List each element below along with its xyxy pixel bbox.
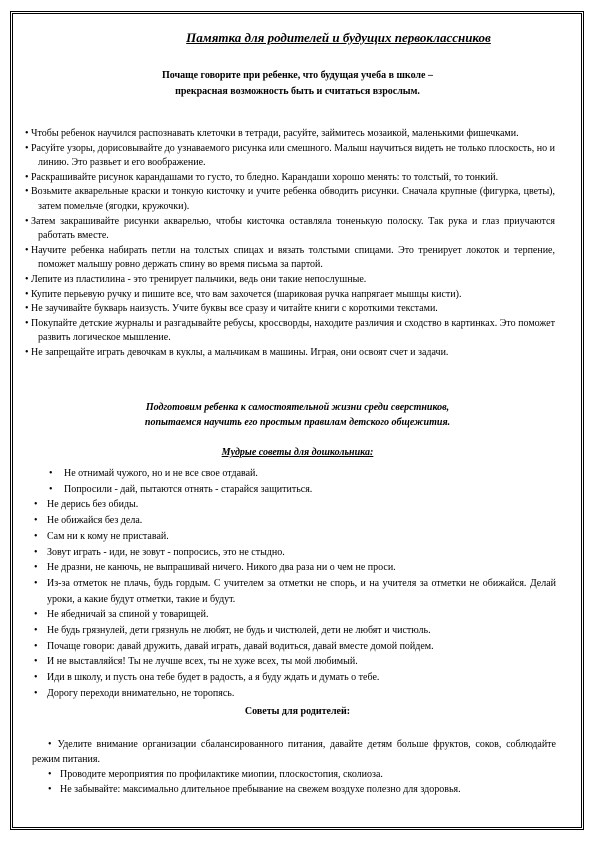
advice-item: • Попросили - дай, пытаются отнять - старайся защититься.	[44, 482, 556, 498]
tip-item: • Научите ребенка набирать петли на толстых спицах и вязать толстыми спицами. Это тренирует локоток и терпение, поможет малышу ровно держать спину во время письма за партой.	[28, 244, 555, 273]
tip-item: • Раскрашивайте рисунок карандашами то густо, то бледно. Карандаши хорошо менять: то толстый, то тонкий.	[28, 171, 555, 186]
tip-item: • Возьмите акварельные краски и тонкую кисточку и учите ребенка обводить рисунки. Сначала крупные (фигурка, цветы), затем помельче (ягодки, кружочки).	[28, 185, 555, 214]
tip-item: • Не запрещайте играть девочкам в куклы, а мальчикам в машины. Играя, они освоят счет и задачи.	[28, 346, 555, 361]
advice-item: • Из-за отметок не плачь, будь гордым. С учителем за отметки не спорь, и на учителя за отметки не обижайся. Делай уроки, а какие будут отметки, такие и будут.	[44, 576, 556, 607]
advice-item: • Не обижайся без дела.	[44, 513, 556, 529]
intro-note	[0, 68, 595, 100]
prepare-note	[0, 400, 595, 430]
prepare-line: попытаемся научить его простым правилам детского общежития.	[144, 417, 451, 428]
advice-item: • Зовут играть - иди, не зовут - попросись, это не стыдно.	[44, 545, 556, 561]
intro-line: Почаще говорите при ребенке, что будущая учеба в школе –	[162, 70, 433, 81]
tip-item: • Не заучивайте букварь наизусть. Учите буквы все сразу и читайте книги с короткими текстами.	[28, 302, 555, 317]
advice-item: • Иди в школу, и пусть она тебе будет в радость, а я буду ждать и думать о тебе.	[44, 670, 556, 686]
tip-item: • Расуйте узоры, дорисовывайте до узнаваемого рисунка или смешного. Малыш научиться видеть не только плоскость, но и линию. Это развьет и его воображение.	[28, 142, 555, 171]
advice-item: • Сам ни к кому не приставай.	[44, 529, 556, 545]
advice-item: • Не отнимай чужого, но и не все свое отдавай.	[44, 466, 556, 482]
tip-item: • Лепите из пластилина - это тренирует пальчики, ведь они такие непослушные.	[28, 273, 555, 288]
parents-tips-list	[32, 737, 556, 797]
advice-item: • Не дерись без обиды.	[44, 497, 556, 513]
intro-line: прекрасная возможность быть и считаться взрослым.	[175, 86, 420, 97]
advice-item: • Не дразни, не канючь, не выпрашивай ничего. Никого два раза ни о чем не проси.	[44, 560, 556, 576]
parents-tip-item: • Не забывайте: максимально длительное пребывание на свежем воздухе полезно для здоровья.	[32, 782, 556, 797]
advice-item: • Не ябедничай за спиной у товарищей.	[44, 607, 556, 623]
parents-tip-item: • Проводите мероприятия по профилактике миопии, плоскостопия, сколиоза.	[32, 767, 556, 782]
parents-tip-text: Уделите внимание организации сбалансированного питания, давайте детям больше фруктов, соков, соблюдайте режим питания.	[32, 739, 556, 765]
advice-list	[44, 466, 556, 702]
tips-list	[28, 127, 555, 361]
bullet-icon: •	[48, 739, 52, 750]
tip-item: • Чтобы ребенок научился распознавать клеточки в тетради, расуйте, займитесь мозаикой, маленькими фишечками.	[28, 127, 555, 142]
advice-heading: Мудрые советы для дошкольника:	[221, 447, 374, 458]
parents-tip-item	[32, 737, 556, 767]
tip-item: • Затем закрашивайте рисунки акварелью, чтобы кисточка оставляла тоненькую полоску. Так рука и глаз приучаются работать вместе.	[28, 215, 555, 244]
parents-heading: Советы для родителей:	[244, 706, 351, 717]
tip-item: • Купите перьевую ручку и пишите все, что вам захочется (шариковая ручка напрягает мышцы кисти).	[28, 288, 555, 303]
page-title: Памятка для родителей и будущих первоклассников	[186, 30, 491, 45]
advice-item: • Дорогу переходи внимательно, не торопясь.	[44, 686, 556, 702]
advice-item: • Почаще говори: давай дружить, давай играть, давай водиться, давай вместе домой пойдем.	[44, 639, 556, 655]
advice-item: • И не выставляйся! Ты не лучше всех, ты не хуже всех, ты мой любимый.	[44, 654, 556, 670]
prepare-line: Подготовим ребенка к самостоятельной жизни среди сверстников,	[145, 402, 450, 413]
advice-item: • Не будь грязнулей, дети грязнуль не любят, не будь и чистюлей, дети не любят и чистюль.	[44, 623, 556, 639]
tip-item: • Покупайте детские журналы и разгадывайте ребусы, кроссворды, находите различия и сходство в картинках. Это поможет развить логическое мышление.	[28, 317, 555, 346]
